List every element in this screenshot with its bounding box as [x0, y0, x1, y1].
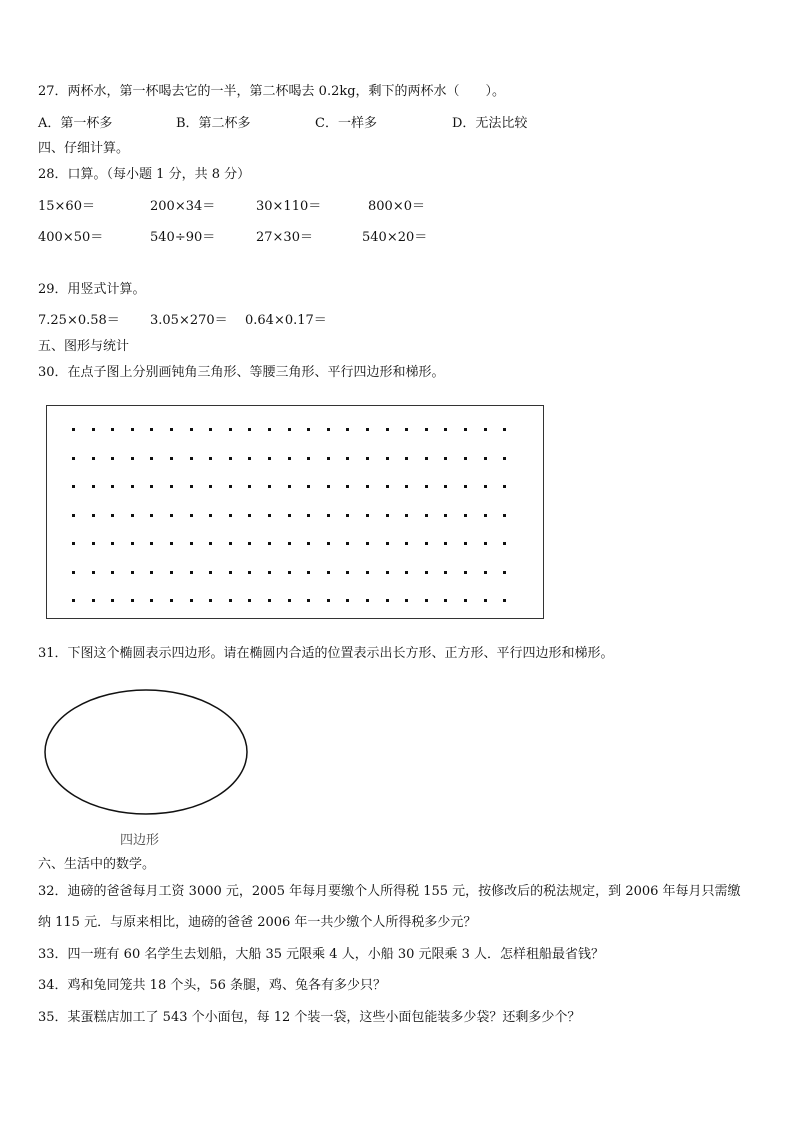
grid-dot — [307, 428, 310, 431]
calc-item: 0.64×0.17＝ — [245, 313, 327, 328]
grid-dot — [150, 571, 153, 574]
grid-dot — [150, 428, 153, 431]
grid-dot — [327, 457, 330, 460]
grid-dot — [288, 571, 291, 574]
grid-dot — [405, 542, 408, 545]
grid-dot — [170, 571, 173, 574]
calc-item: 540÷90＝ — [150, 230, 216, 245]
grid-dot — [92, 514, 95, 517]
calc-item: 27×30＝ — [256, 230, 313, 245]
calc-item: 7.25×0.58＝ — [38, 313, 120, 328]
grid-dot — [190, 485, 193, 488]
calc-item: 15×60＝ — [38, 199, 95, 214]
grid-dot — [366, 428, 369, 431]
grid-dot — [405, 514, 408, 517]
grid-dot — [464, 542, 467, 545]
grid-dot — [464, 457, 467, 460]
grid-dot — [111, 457, 114, 460]
grid-dot — [464, 599, 467, 602]
grid-dot — [464, 514, 467, 517]
question-27 — [38, 84, 505, 100]
grid-dot — [209, 514, 212, 517]
grid-dot — [248, 599, 251, 602]
grid-dot — [209, 457, 212, 460]
ellipse-label: 四边形 — [120, 833, 160, 848]
grid-dot — [327, 571, 330, 574]
quadrilateral-ellipse — [42, 686, 252, 822]
grid-dot — [444, 599, 447, 602]
grid-dot — [248, 571, 251, 574]
grid-dot — [327, 485, 330, 488]
grid-dot — [405, 571, 408, 574]
question-27-text: 27．两杯水，第一杯喝去它的一半，第二杯喝去 0.2kg，剩下的两杯水（ ）。 — [38, 84, 506, 99]
grid-dot — [209, 542, 212, 545]
grid-dot — [248, 428, 251, 431]
calc-item: 540×20＝ — [362, 230, 428, 245]
grid-dot — [366, 457, 369, 460]
grid-dot — [209, 428, 212, 431]
grid-dot — [268, 514, 271, 517]
grid-dot — [72, 428, 75, 431]
grid-dot — [229, 457, 232, 460]
grid-dot — [131, 571, 134, 574]
grid-dot — [72, 599, 75, 602]
grid-dot — [307, 485, 310, 488]
grid-dot — [425, 485, 428, 488]
grid-dot — [288, 542, 291, 545]
grid-dot — [229, 571, 232, 574]
grid-dot — [170, 542, 173, 545]
grid-dot — [386, 571, 389, 574]
grid-dot — [307, 514, 310, 517]
grid-dot — [209, 571, 212, 574]
grid-dot — [111, 428, 114, 431]
grid-dot — [72, 542, 75, 545]
grid-dot — [444, 485, 447, 488]
grid-dot — [405, 485, 408, 488]
grid-dot — [92, 485, 95, 488]
grid-dot — [346, 514, 349, 517]
grid-dot — [425, 457, 428, 460]
calc-item: 200×34＝ — [150, 199, 216, 214]
grid-dot — [425, 571, 428, 574]
grid-dot — [425, 428, 428, 431]
grid-dot — [150, 542, 153, 545]
section-6-heading: 六、生活中的数学。 — [38, 857, 156, 872]
grid-dot — [229, 542, 232, 545]
grid-dot — [268, 542, 271, 545]
grid-dot — [464, 428, 467, 431]
grid-dot — [131, 542, 134, 545]
grid-dot — [425, 542, 428, 545]
grid-dot — [72, 571, 75, 574]
grid-dot — [209, 599, 212, 602]
grid-dot — [464, 571, 467, 574]
option-d: D．无法比较 — [452, 116, 528, 131]
grid-dot — [327, 514, 330, 517]
grid-dot — [346, 485, 349, 488]
grid-dot — [209, 485, 212, 488]
grid-dot — [131, 485, 134, 488]
grid-dot — [386, 428, 389, 431]
grid-dot — [346, 571, 349, 574]
grid-dot — [366, 542, 369, 545]
grid-dot — [307, 457, 310, 460]
grid-dot — [366, 485, 369, 488]
grid-dot — [170, 514, 173, 517]
grid-dot — [170, 457, 173, 460]
grid-dot — [346, 428, 349, 431]
grid-dot — [346, 542, 349, 545]
grid-dot — [111, 599, 114, 602]
grid-dot — [386, 599, 389, 602]
grid-dot — [327, 428, 330, 431]
grid-dot — [111, 542, 114, 545]
option-c: C．一样多 — [315, 116, 377, 131]
grid-dot — [170, 485, 173, 488]
grid-dot — [503, 571, 506, 574]
section-4-heading: 四、仔细计算。 — [38, 141, 130, 156]
option-b: B．第二杯多 — [176, 116, 251, 131]
grid-dot — [248, 514, 251, 517]
grid-dot — [444, 428, 447, 431]
grid-dot — [444, 514, 447, 517]
grid-dot — [190, 428, 193, 431]
grid-dot — [425, 599, 428, 602]
section-5-heading: 五、图形与统计 — [38, 339, 130, 354]
grid-dot — [131, 599, 134, 602]
calc-item: 30×110＝ — [256, 199, 322, 214]
grid-dot — [190, 542, 193, 545]
grid-dot — [72, 485, 75, 488]
grid-dot — [386, 542, 389, 545]
grid-dot — [131, 457, 134, 460]
grid-dot — [248, 485, 251, 488]
grid-dot — [327, 542, 330, 545]
grid-dot — [92, 599, 95, 602]
question-29: 29．用竖式计算。 — [38, 282, 146, 297]
grid-dot — [464, 485, 467, 488]
question-31: 31．下图这个椭圆表示四边形。请在椭圆内合适的位置表示出长方形、正方形、平行四边形和梯形。 — [38, 646, 614, 661]
grid-dot — [307, 571, 310, 574]
grid-dot — [405, 457, 408, 460]
grid-dot — [190, 571, 193, 574]
grid-dot — [268, 599, 271, 602]
question-30: 30．在点子图上分别画钝角三角形、等腰三角形、平行四边形和梯形。 — [38, 365, 445, 380]
grid-dot — [503, 514, 506, 517]
grid-dot — [405, 428, 408, 431]
grid-dot — [484, 542, 487, 545]
grid-dot — [72, 457, 75, 460]
grid-dot — [503, 428, 506, 431]
grid-dot — [72, 514, 75, 517]
grid-dot — [268, 485, 271, 488]
grid-dot — [229, 485, 232, 488]
question-28: 28．口算。（每小题 1 分，共 8 分） — [38, 167, 251, 182]
question-32-line-1: 32．迪磅的爸爸每月工资 3000 元，2005 年每月要缴个人所得税 155 元，按修改后的税法规定，到 2006 年每月只需缴 — [38, 884, 741, 899]
grid-dot — [366, 571, 369, 574]
grid-dot — [484, 457, 487, 460]
grid-dot — [190, 514, 193, 517]
dot-grid — [46, 405, 544, 619]
grid-dot — [229, 599, 232, 602]
grid-dot — [92, 571, 95, 574]
grid-dot — [288, 514, 291, 517]
grid-dot — [307, 599, 310, 602]
grid-dot — [366, 514, 369, 517]
option-a: A．第一杯多 — [38, 116, 113, 131]
grid-dot — [150, 514, 153, 517]
grid-dot — [484, 485, 487, 488]
grid-dot — [503, 457, 506, 460]
grid-dot — [170, 428, 173, 431]
grid-dot — [248, 457, 251, 460]
grid-dot — [346, 457, 349, 460]
grid-dot — [288, 457, 291, 460]
grid-dot — [503, 599, 506, 602]
grid-dot — [288, 485, 291, 488]
calc-item: 400×50＝ — [38, 230, 104, 245]
grid-dot — [268, 457, 271, 460]
grid-dot — [190, 599, 193, 602]
grid-dot — [229, 428, 232, 431]
grid-dot — [405, 599, 408, 602]
question-32-line-2: 纳 115 元．与原来相比，迪磅的爸爸 2006 年一共少缴个人所得税多少元？ — [38, 915, 477, 930]
grid-dot — [111, 571, 114, 574]
calc-item: 800×0＝ — [368, 199, 425, 214]
grid-dot — [92, 457, 95, 460]
grid-dot — [425, 514, 428, 517]
grid-dot — [288, 428, 291, 431]
grid-dot — [484, 599, 487, 602]
grid-dot — [268, 428, 271, 431]
grid-dot — [484, 428, 487, 431]
grid-dot — [484, 571, 487, 574]
grid-dot — [111, 514, 114, 517]
grid-dot — [288, 599, 291, 602]
grid-dot — [386, 514, 389, 517]
grid-dot — [327, 599, 330, 602]
grid-dot — [150, 485, 153, 488]
grid-dot — [307, 542, 310, 545]
grid-dot — [484, 514, 487, 517]
calc-item: 3.05×270＝ — [150, 313, 228, 328]
grid-dot — [248, 542, 251, 545]
grid-dot — [150, 599, 153, 602]
grid-dot — [444, 542, 447, 545]
grid-dot — [131, 514, 134, 517]
grid-dot — [503, 542, 506, 545]
grid-dot — [346, 599, 349, 602]
grid-dot — [150, 457, 153, 460]
question-34: 34．鸡和兔同笼共 18 个头，56 条腿，鸡、兔各有多少只？ — [38, 978, 387, 993]
grid-dot — [444, 457, 447, 460]
grid-dot — [386, 485, 389, 488]
question-33: 33．四一班有 60 名学生去划船，大船 35 元限乘 4 人，小船 30 元限乘 3 人．怎样租船最省钱？ — [38, 947, 605, 962]
grid-dot — [503, 485, 506, 488]
grid-dot — [92, 542, 95, 545]
grid-dot — [268, 571, 271, 574]
grid-dot — [170, 599, 173, 602]
grid-dot — [111, 485, 114, 488]
question-35: 35．某蛋糕店加工了 543 个小面包，每 12 个装一袋，这些小面包能装多少袋？还剩多少个？ — [38, 1010, 581, 1025]
grid-dot — [190, 457, 193, 460]
grid-dot — [444, 571, 447, 574]
grid-dot — [131, 428, 134, 431]
grid-dot — [229, 514, 232, 517]
grid-dot — [366, 599, 369, 602]
grid-dot — [386, 457, 389, 460]
grid-dot — [92, 428, 95, 431]
